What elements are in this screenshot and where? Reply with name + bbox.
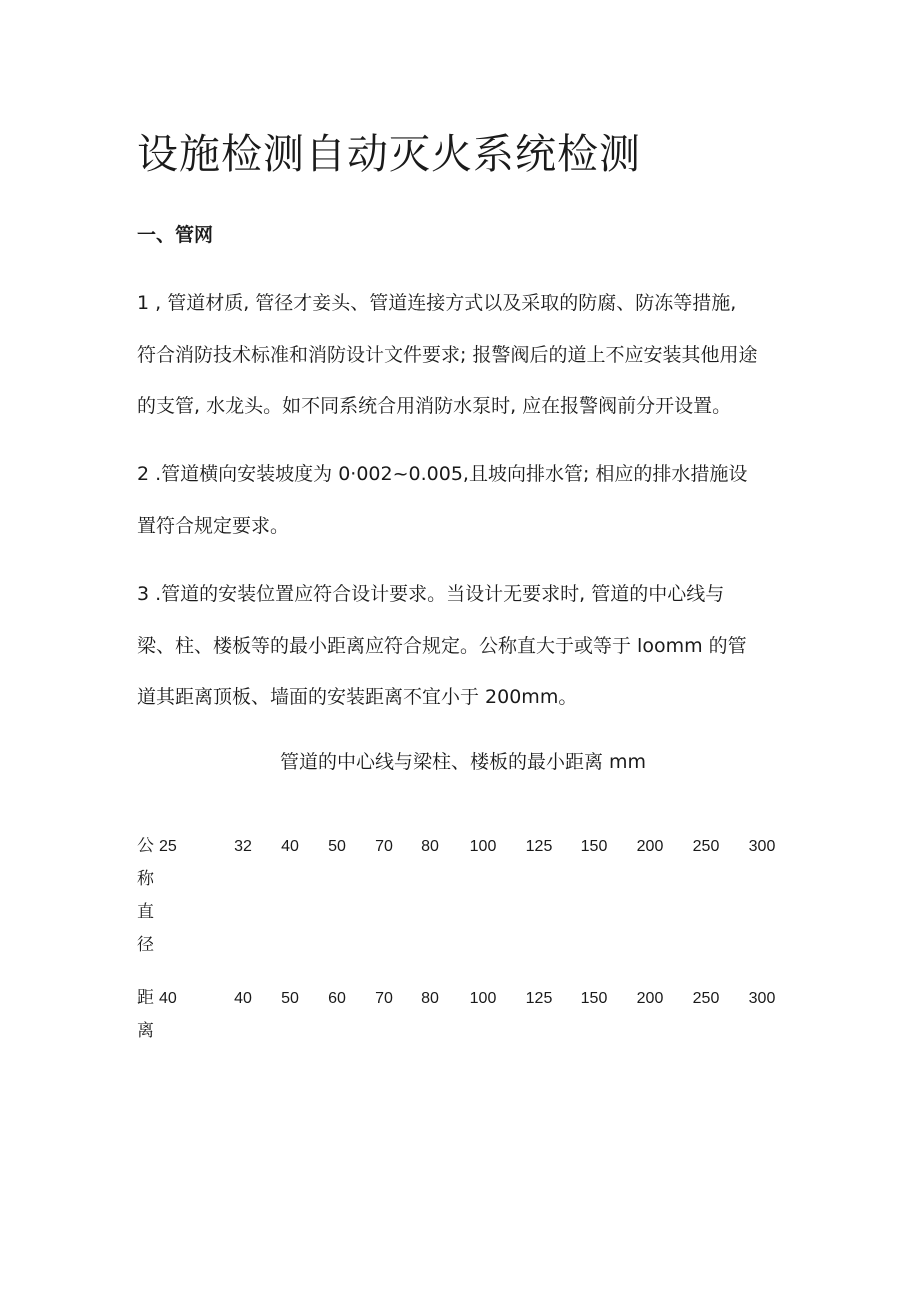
table-cell: 40	[159, 990, 177, 1007]
table-cell: 100	[469, 838, 497, 855]
paragraph-3	[137, 569, 797, 724]
table-cell: 80	[421, 838, 439, 855]
table-cell: 50	[328, 838, 346, 855]
paragraph-line: 2 .管道横向安装坡度为 0·002~0.005,且坡向排水管; 相应的排水措施设	[137, 463, 748, 485]
table-row-label	[137, 830, 159, 962]
table-cell: 200	[636, 990, 664, 1007]
paragraph-2	[137, 449, 797, 552]
row-label-char: 直	[137, 902, 154, 922]
paragraph-line: 道其距离顶板、墙面的安装距离不宜小于 200mm。	[137, 686, 578, 708]
table-cell: 32	[234, 838, 252, 855]
paragraph-1	[137, 278, 797, 433]
table-cell: 150	[580, 838, 608, 855]
table-cell: 50	[281, 990, 299, 1007]
paragraph-line: 1 , 管道材质, 管径才妾头、管道连接方式以及采取的防腐、防冻等措施,	[137, 292, 737, 314]
table-row-label	[137, 982, 159, 1048]
row-label-char: 公	[137, 836, 154, 856]
table-caption: 管道的中心线与梁柱、楼板的最小距离 mm	[279, 751, 647, 773]
table-cell: 40	[281, 838, 299, 855]
table-cell: 25	[159, 838, 177, 855]
table-cell: 125	[525, 838, 553, 855]
paragraph-line: 符合消防技术标准和消防设计文件要求; 报警阀后的道上不应安装其他用途	[137, 343, 758, 366]
table-cell: 150	[580, 990, 608, 1007]
table-cell: 60	[328, 990, 346, 1007]
paragraph-line: 梁、柱、楼板等的最小距离应符合规定。公称直大于或等于 loomm 的管	[137, 634, 747, 657]
section-heading: 一、管网	[137, 224, 214, 246]
page-title: 设施检测自动灭火系统检测	[137, 130, 641, 178]
table-cell: 250	[692, 838, 720, 855]
table-cell: 70	[375, 990, 393, 1007]
table-cell: 250	[692, 990, 720, 1007]
paragraph-line: 3 .管道的安装位置应符合设计要求。当设计无要求时, 管道的中心线与	[137, 583, 725, 605]
paragraph-line: 置符合规定要求。	[137, 514, 290, 537]
table-cell: 40	[234, 990, 252, 1007]
table-cell: 125	[525, 990, 553, 1007]
table-cell: 100	[469, 990, 497, 1007]
row-label-char: 称	[137, 869, 154, 889]
table-cell: 200	[636, 838, 664, 855]
paragraph-line: 的支管, 水龙头。如不同系统合用消防水泵时, 应在报警阀前分开设置。	[137, 395, 732, 417]
row-label-char: 离	[137, 1021, 154, 1041]
row-label-char: 径	[137, 935, 154, 955]
table-cell: 70	[375, 838, 393, 855]
table-cell: 80	[421, 990, 439, 1007]
row-label-char: 距	[137, 988, 154, 1008]
table-cell: 300	[748, 990, 776, 1007]
table-cell: 300	[748, 838, 776, 855]
